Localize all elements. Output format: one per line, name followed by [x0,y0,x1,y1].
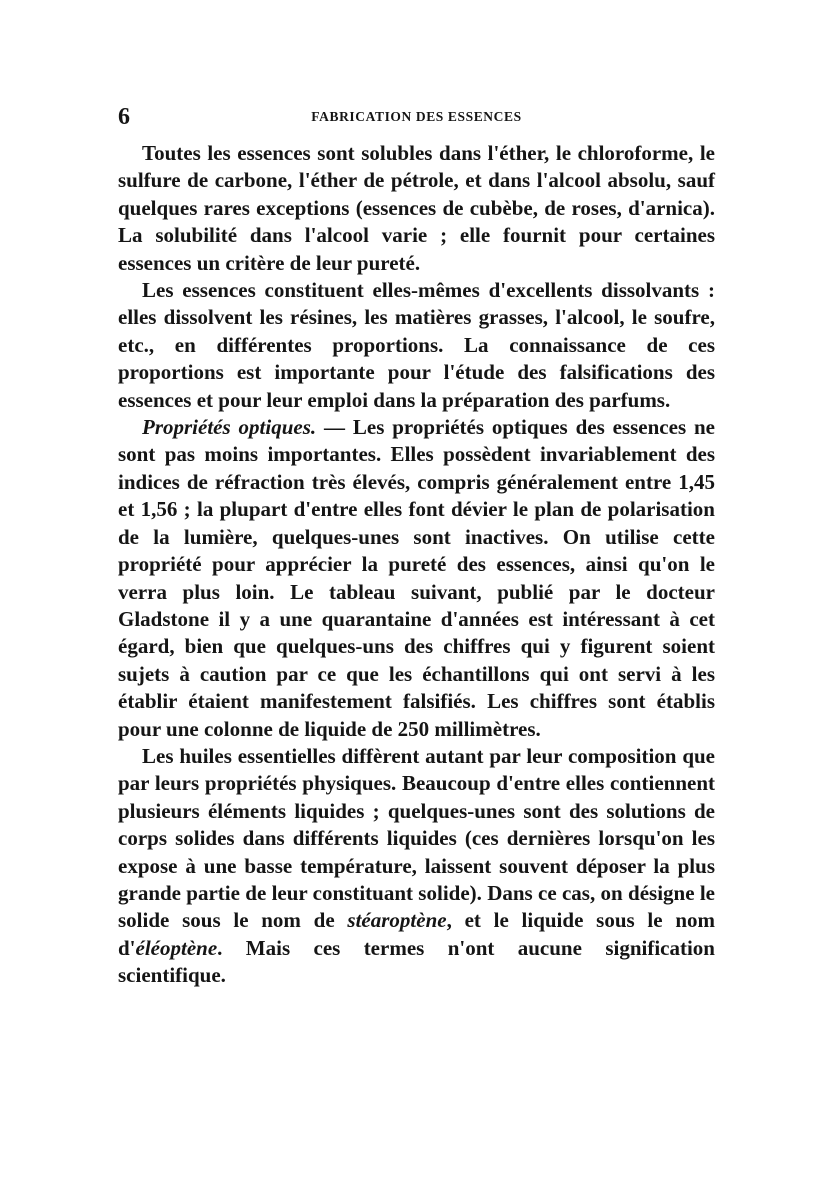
composition-text-c: . Mais ces termes n'ont aucune signification scientifique. [118,935,715,988]
running-title: FABRICATION DES ESSENCES [311,109,522,124]
paragraph-composition [118,743,715,990]
composition-text-a: Les huiles essentielles diffèrent autant par leur composition que par leurs propriétés physiques. Beaucoup d'entre elles contiennent plusieurs éléments liquides ; quelques-unes sont des solutions de corps solides dans différents liquides (ces dernières lorsqu'on les expose à une basse température, laissent souvent déposer la plus grande partie de leur constituant solide). Dans ce cas, on désigne le solide sous le nom de [118,743,715,933]
section-heading-optical: Propriétés optiques. [142,415,317,440]
paragraph-solvents: Les essences constituent elles-mêmes d'excellents dissolvants : elles dissolvent les résines, les matières grasses, l'alcool, le soufre, etc., en différentes proportions. La connaissance de ces proportions est importante pour l'étude des falsifications des essences et pour leur emploi dans la préparation des parfums. [118,278,715,412]
paragraph-optical-properties [118,414,715,743]
composition-text-b: , et le liquide sous le nom d' [118,908,715,960]
body-text [118,140,715,990]
paragraph-optical-text: — Les propriétés optiques des essences ne sont pas moins importantes. Elles possèdent invariablement des indices de réfraction très élevés, compris généralement entre 1,45 et 1,56 ; la plupart d'entre elles font dévier le plan de polarisation de la lumière, quelques-unes sont inactives. On utilise cette propriété pour apprécier la pureté des essences, ainsi qu'on le verra plus loin. Le tableau suivant, publié par le docteur Gladstone il y a une quarantaine d'années est intéressant à cet égard, bien que quelques-uns des chiffres qui y figurent soient sujets à caution par ce que les échantillons qui ont servi à les établir étaient manifestement falsifiés. Les chiffres sont établis pour une colonne de liquide de 250 millimètres. [118,415,715,741]
paragraph-solubility: Toutes les essences sont solubles dans l'éther, le chloroforme, le sulfure de carbone, l'éther de pétrole, et dans l'alcool absolu, sauf quelques rares exceptions (essences de cubèbe, de roses, d'arnica). La solubilité dans l'alcool varie ; elle fournit pour certaines essences un critère de leur pureté. [118,141,715,275]
page-number: 6 [118,104,130,130]
page-header [118,102,715,132]
term-eleoptene: éléoptène [135,935,218,960]
term-stearoptene: stéaroptène [347,908,447,933]
